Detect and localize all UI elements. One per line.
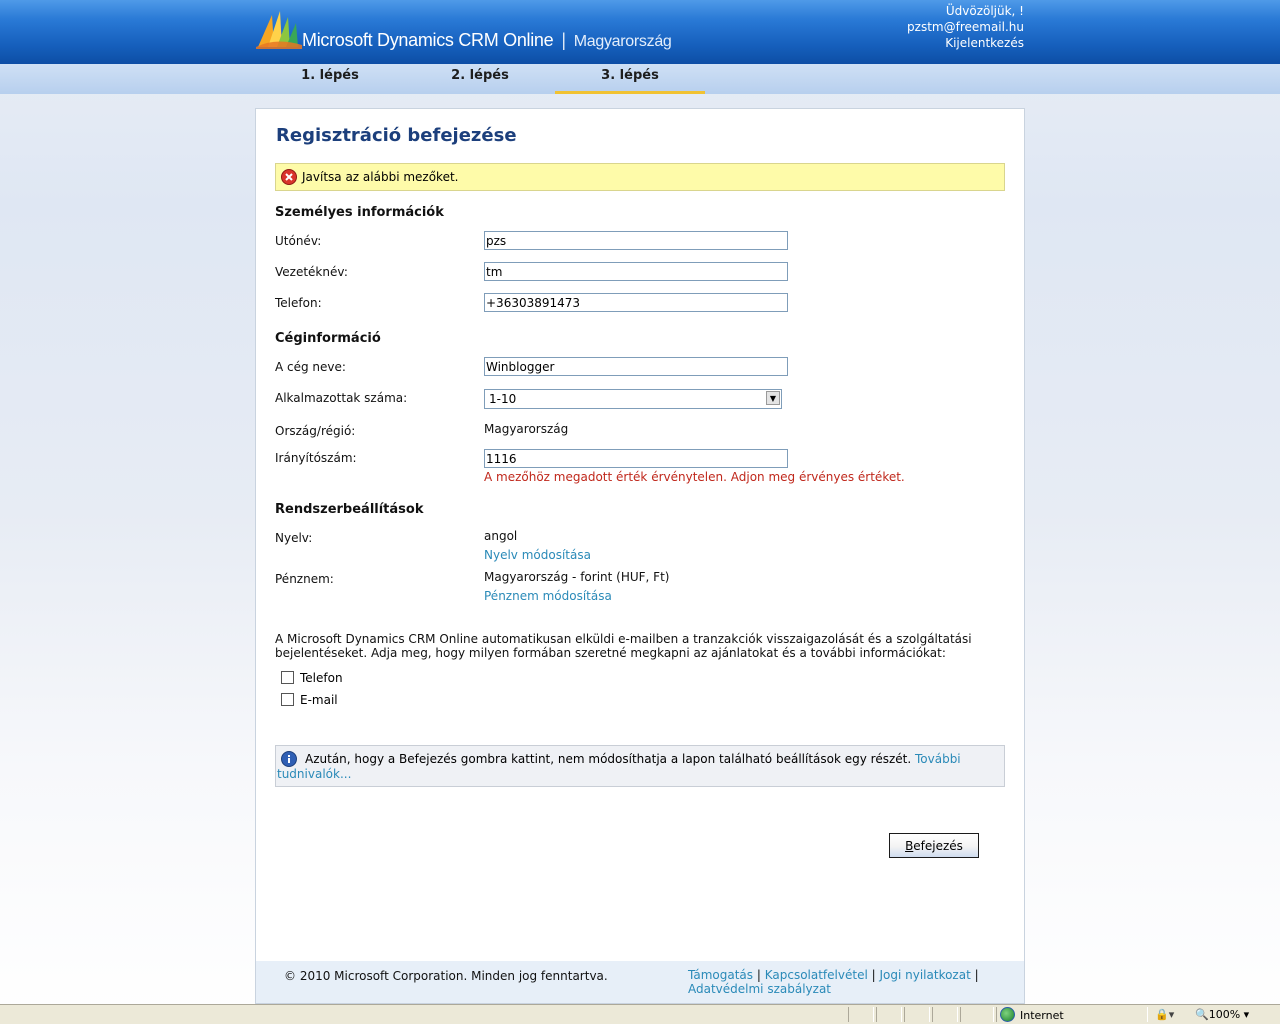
zip-error-message: A mezőhöz megadott érték érvénytelen. Adjon meg érvényes értéket. xyxy=(484,470,905,484)
currency-value: Magyarország - forint (HUF, Ft) xyxy=(484,570,670,584)
company-name-label: A cég neve: xyxy=(275,360,346,374)
step-bar xyxy=(0,64,1280,94)
copyright-text: © 2010 Microsoft Corporation. Minden jog fenntartva. xyxy=(284,969,608,983)
brand-title: Microsoft Dynamics CRM Online | Magyarország xyxy=(302,30,672,50)
dynamics-logo-icon xyxy=(256,9,302,49)
consent-email-option[interactable] xyxy=(281,693,338,707)
legal-link[interactable]: Jogi nyilatkozat xyxy=(879,968,971,982)
error-icon xyxy=(281,169,297,185)
info-box xyxy=(275,745,1005,787)
language-value: angol xyxy=(484,529,518,543)
phone-checkbox[interactable] xyxy=(281,671,294,684)
consent-phone-option[interactable] xyxy=(281,671,343,685)
user-email: pzstm@freemail.hu xyxy=(907,20,1024,34)
status-cell xyxy=(932,1007,958,1022)
employees-select[interactable] xyxy=(484,389,782,409)
last-name-label: Vezetéknév: xyxy=(275,265,348,279)
footer-separator: | xyxy=(974,968,979,982)
privacy-link[interactable]: Adatvédelmi szabályzat xyxy=(688,982,831,996)
footer-links xyxy=(688,968,1008,996)
zoom-icon: 🔍 xyxy=(1195,1008,1209,1021)
company-name-input[interactable] xyxy=(484,357,788,376)
globe-icon xyxy=(1000,1007,1015,1022)
zone-label: Internet xyxy=(1020,1009,1064,1022)
consent-text: A Microsoft Dynamics CRM Online automatikusan elküldi e-mailben a tranzakciók visszaigazolását és a szolgáltatási bejelentéseket. Adja meg, hogy milyen formában szeretné megkapni az ajánlatokat és a további információkat: xyxy=(275,632,972,660)
finish-button[interactable]: Befejezés xyxy=(889,833,979,858)
first-name-input[interactable] xyxy=(484,231,788,250)
email-checkbox-label: E-mail xyxy=(300,693,338,707)
header-bar xyxy=(0,0,1280,64)
chevron-down-icon: ▾ xyxy=(1243,1008,1250,1021)
status-cell xyxy=(904,1007,930,1022)
info-text: Azután, hogy a Befejezés gombra kattint, nem módosíthatja a lapon található beállítások egy részét. xyxy=(305,752,912,766)
status-cell xyxy=(876,1007,902,1022)
zoom-control[interactable] xyxy=(1195,1007,1249,1023)
currency-label: Pénznem: xyxy=(275,572,334,586)
page-title: Regisztráció befejezése xyxy=(276,125,517,146)
country-value: Magyarország xyxy=(484,422,569,436)
phone-checkbox-label: Telefon xyxy=(300,671,343,685)
security-zone xyxy=(1000,1007,1064,1023)
step-2: 2. lépés xyxy=(451,68,509,83)
registration-form-card xyxy=(255,108,1025,1004)
support-link[interactable]: Támogatás xyxy=(688,968,754,982)
footer xyxy=(256,961,1024,1003)
phone-label: Telefon: xyxy=(275,296,322,310)
user-box xyxy=(907,3,1024,51)
email-checkbox[interactable] xyxy=(281,693,294,706)
step-1: 1. lépés xyxy=(301,68,359,83)
step-3-active: 3. lépés xyxy=(555,64,705,94)
change-currency-link[interactable]: Pénznem módosítása xyxy=(484,589,612,603)
status-cell xyxy=(848,1007,874,1022)
country-label: Ország/régió: xyxy=(275,424,356,438)
first-name-label: Utónév: xyxy=(275,234,322,248)
contact-link[interactable]: Kapcsolatfelvétel xyxy=(764,968,868,982)
last-name-input[interactable] xyxy=(484,262,788,281)
browser-status-bar xyxy=(0,1004,1280,1024)
product-name: Microsoft Dynamics CRM Online xyxy=(302,30,554,50)
region-name: Magyarország xyxy=(573,33,672,50)
info-text-block xyxy=(277,752,1001,782)
error-banner xyxy=(275,163,1005,191)
section-personal-heading: Személyes információk xyxy=(275,205,444,220)
change-language-link[interactable]: Nyelv módosítása xyxy=(484,548,591,562)
language-label: Nyelv: xyxy=(275,531,313,545)
section-system-heading: Rendszerbeállítások xyxy=(275,502,424,517)
section-company-heading: Céginformáció xyxy=(275,331,381,346)
protected-mode-icon[interactable]: 🔒▾ xyxy=(1155,1008,1175,1021)
zoom-value: 100% xyxy=(1208,1008,1241,1021)
status-cell xyxy=(960,1007,994,1022)
info-icon xyxy=(281,751,297,767)
zip-label: Irányítószám: xyxy=(275,451,357,465)
footer-separator: | xyxy=(871,968,876,982)
error-banner-text: Javítsa az alábbi mezőket. xyxy=(302,170,459,184)
chevron-down-icon[interactable]: ▼ xyxy=(766,391,780,405)
employees-label: Alkalmazottak száma: xyxy=(275,391,408,405)
welcome-text: Üdvözöljük, ! xyxy=(945,4,1024,18)
footer-separator: | xyxy=(756,968,761,982)
zip-input[interactable] xyxy=(484,449,788,468)
logout-link[interactable]: Kijelentkezés xyxy=(945,36,1024,50)
more-info-link[interactable]: További tudnivalók... xyxy=(277,752,961,781)
employees-selected-value: 1-10 xyxy=(489,392,517,406)
phone-input[interactable] xyxy=(484,293,788,312)
